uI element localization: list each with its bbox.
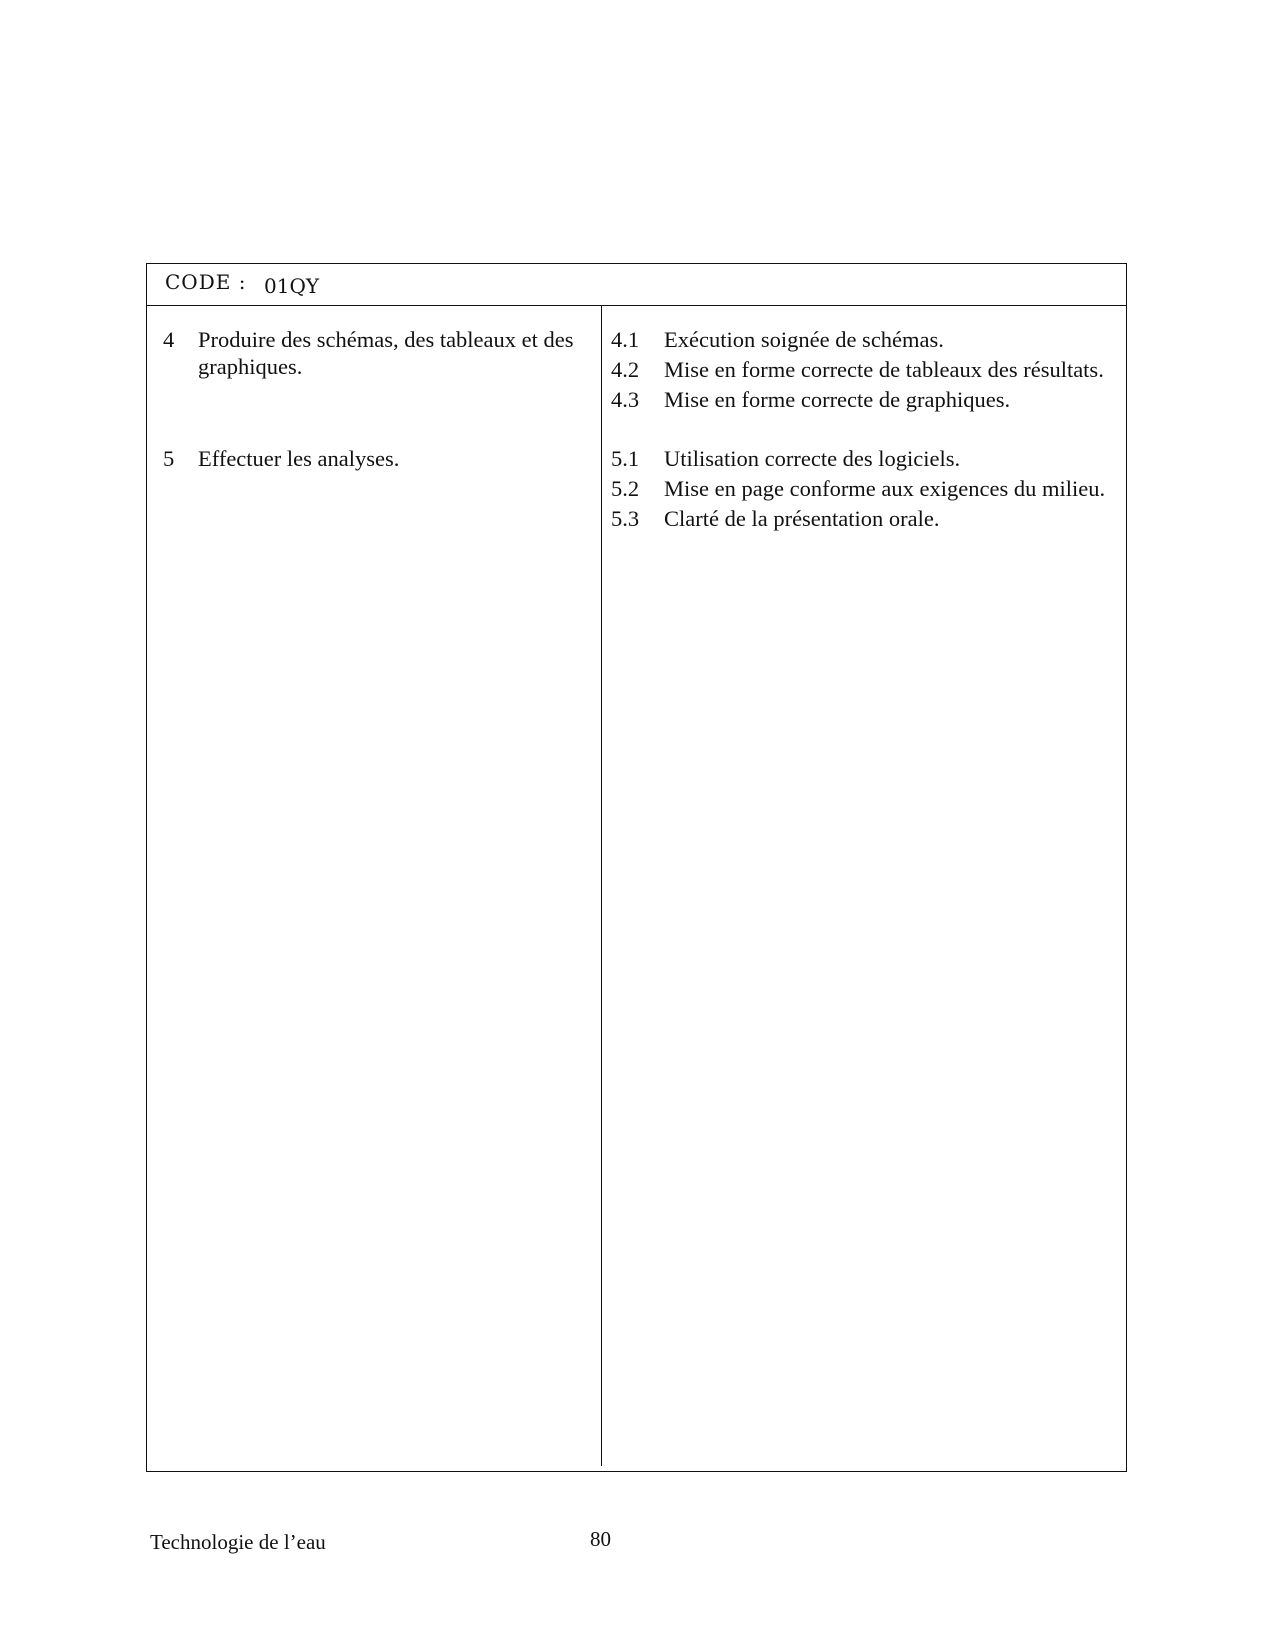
item-number: 5: [163, 446, 175, 471]
item-text: Effectuer les analyses.: [198, 446, 400, 471]
competency-table: [146, 263, 1127, 1472]
item-number: 5.3: [611, 506, 640, 531]
footer-document-title: Technologie de l’eau: [150, 1530, 326, 1554]
item-text: Mise en page conforme aux exigences du milieu.: [664, 476, 1106, 501]
column-divider: [601, 306, 602, 1466]
item-number: 5.1: [611, 446, 640, 471]
code-value: 01QY: [264, 274, 320, 298]
item-number: 5.2: [611, 476, 640, 501]
item-text: Mise en forme correcte de graphiques.: [664, 387, 1011, 412]
item-text: Produire des schémas, des tableaux et des graphiques.: [198, 327, 574, 379]
item-number: 4.3: [611, 387, 640, 412]
item-text: Utilisation correcte des logiciels.: [664, 446, 961, 471]
item-number: 4.1: [611, 327, 640, 352]
item-text: Exécution soignée de schémas.: [664, 327, 944, 352]
code-label: CODE :: [165, 270, 247, 294]
item-number: 4.2: [611, 357, 640, 382]
item-text: Mise en forme correcte de tableaux des résultats.: [664, 357, 1104, 382]
item-text: Clarté de la présentation orale.: [664, 506, 940, 531]
table-header-row: [147, 264, 1126, 306]
item-number: 4: [163, 327, 175, 352]
footer-page-number: 80: [590, 1527, 611, 1551]
